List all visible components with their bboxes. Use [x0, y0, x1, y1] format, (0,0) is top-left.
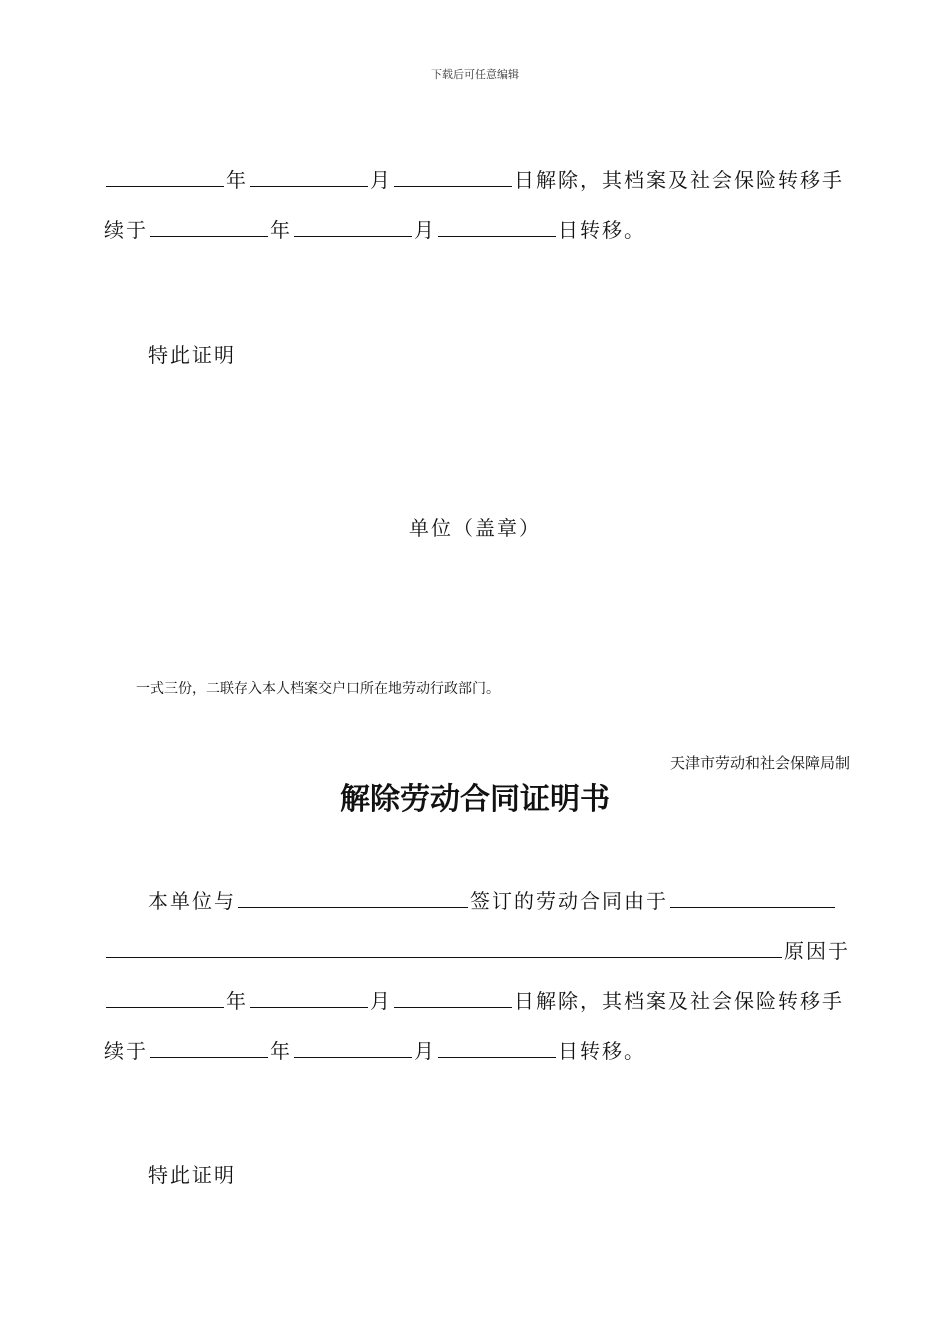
- blank-year-field[interactable]: [150, 216, 268, 237]
- blank-day-field[interactable]: [438, 216, 556, 237]
- month-label: 月: [370, 168, 392, 192]
- form-title: 解除劳动合同证明书: [340, 782, 610, 817]
- blank-month-field[interactable]: [294, 1037, 412, 1058]
- contract-party-line: [148, 887, 837, 915]
- issuing-bureau: 天津市劳动和社会保障局制: [669, 754, 850, 772]
- blank-day-field[interactable]: [438, 1037, 556, 1058]
- reason-tail-text: 原因于: [784, 939, 850, 963]
- month-label: 月: [414, 1039, 436, 1063]
- reason-line: [104, 937, 850, 965]
- blank-month-field[interactable]: [294, 216, 412, 237]
- release-text: 日解除，其档案及社会保险转移手: [514, 168, 844, 192]
- month-label: 月: [370, 989, 392, 1013]
- page-header-note: 下载后可任意编辑: [431, 68, 519, 81]
- contract-reason-text: 签订的劳动合同由于: [470, 889, 668, 913]
- transfer-tail-text: 日转移。: [558, 1039, 646, 1063]
- transfer-date-line: [104, 1037, 646, 1065]
- year-label: 年: [270, 218, 292, 242]
- transfer-date-line: [104, 216, 646, 244]
- blank-month-field[interactable]: [250, 987, 368, 1008]
- blank-day-field[interactable]: [394, 987, 512, 1008]
- blank-day-field[interactable]: [394, 166, 512, 187]
- blank-reason-continued-field[interactable]: [106, 937, 782, 958]
- blank-month-field[interactable]: [250, 166, 368, 187]
- blank-year-field[interactable]: [106, 987, 224, 1008]
- transfer-tail-text: 日转移。: [558, 218, 646, 242]
- blank-year-field[interactable]: [150, 1037, 268, 1058]
- blank-employee-name-field[interactable]: [238, 887, 468, 908]
- release-date-line: [104, 987, 844, 1015]
- year-label: 年: [270, 1039, 292, 1063]
- unit-seal-text: 单位（盖章）: [409, 516, 541, 540]
- month-label: 月: [414, 218, 436, 242]
- year-label: 年: [226, 168, 248, 192]
- blank-reason-field[interactable]: [670, 887, 835, 908]
- release-date-line: [104, 166, 844, 194]
- transfer-lead-text: 续于: [104, 1039, 148, 1063]
- release-text: 日解除，其档案及社会保险转移手: [514, 989, 844, 1013]
- blank-year-field[interactable]: [106, 166, 224, 187]
- year-label: 年: [226, 989, 248, 1013]
- copies-footnote: 一式三份，二联存入本人档案交户口所在地劳动行政部门。: [136, 681, 500, 697]
- transfer-lead-text: 续于: [104, 218, 148, 242]
- certify-text: 特此证明: [148, 1163, 236, 1187]
- party-lead-text: 本单位与: [148, 889, 236, 913]
- certify-text: 特此证明: [148, 343, 236, 367]
